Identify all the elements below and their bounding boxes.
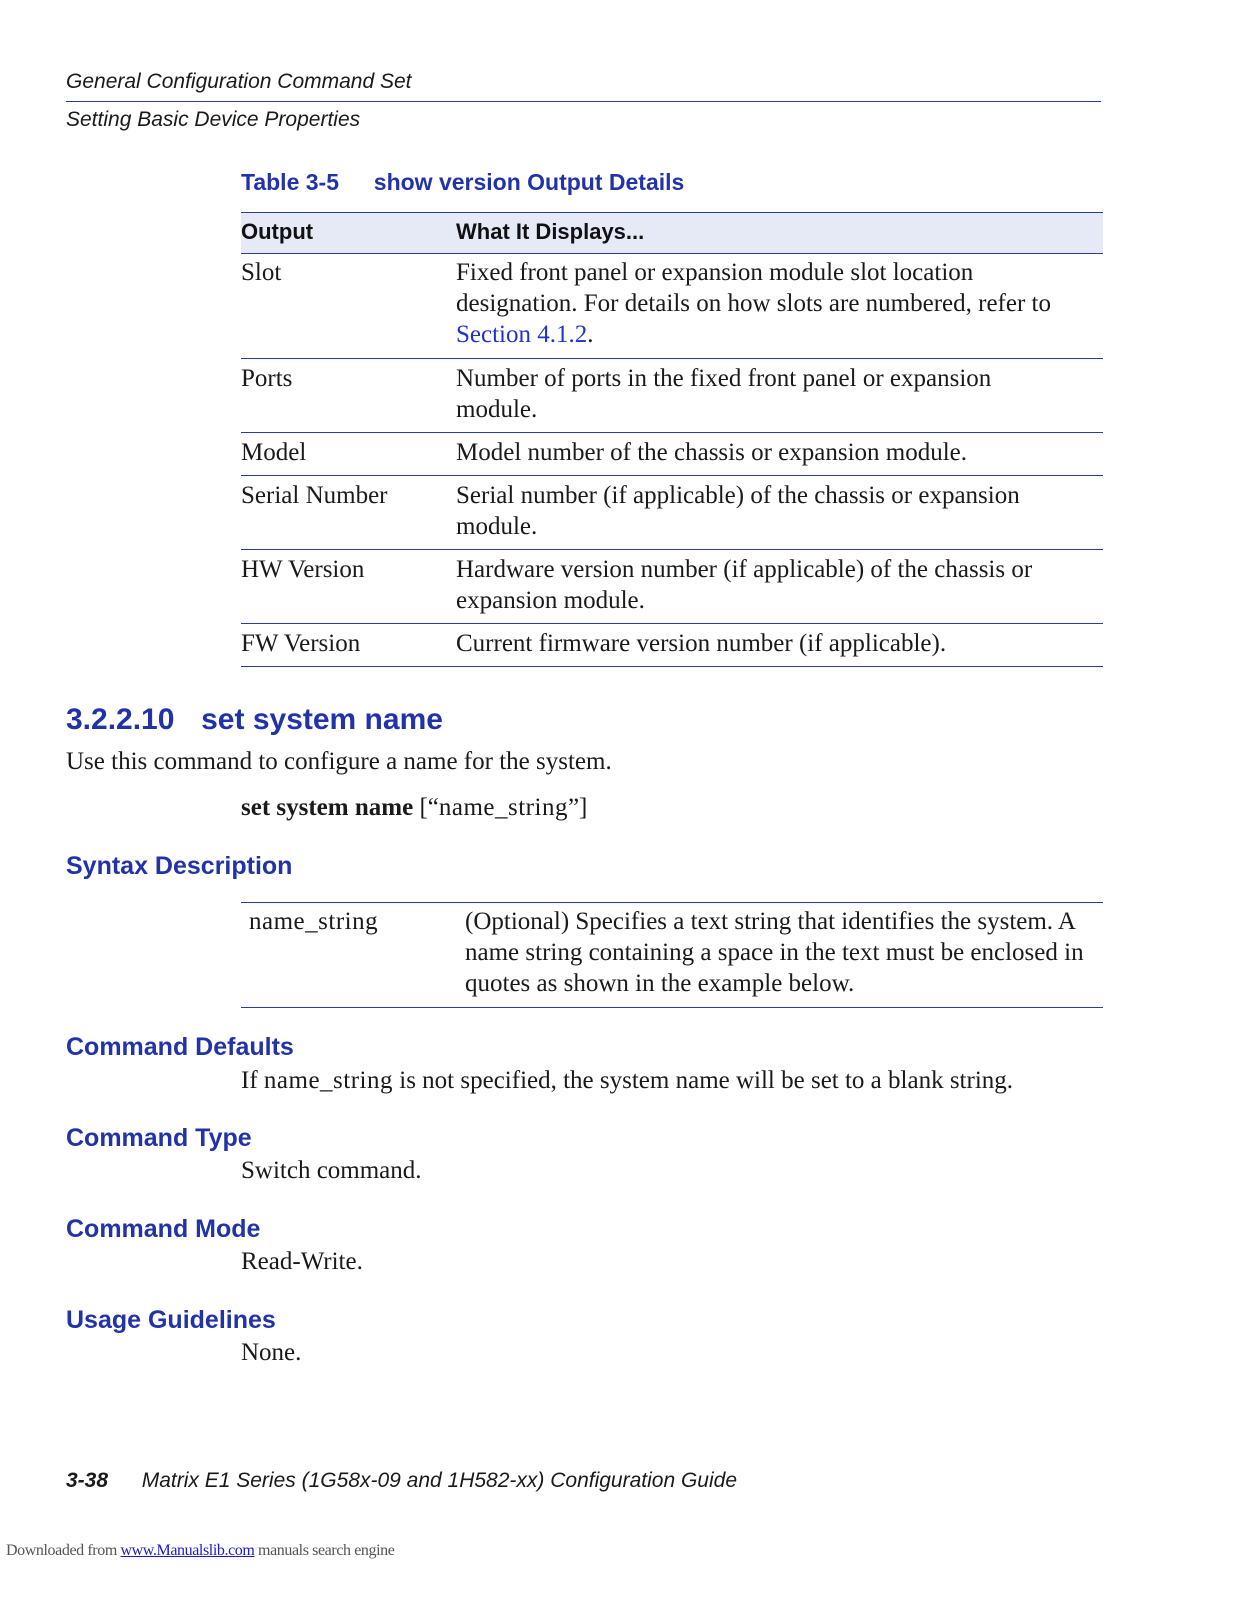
table-row-rule bbox=[241, 549, 1103, 550]
table-header-rule bbox=[241, 253, 1103, 254]
table-row-slot-output: Slot bbox=[241, 259, 282, 286]
table-row-rule bbox=[241, 432, 1103, 433]
manualslib-link[interactable]: www.Manualslib.com bbox=[120, 1542, 255, 1559]
command-mode-text: Read-Write. bbox=[241, 1248, 363, 1275]
header-rule bbox=[66, 101, 1101, 102]
section-link[interactable]: Section 4.1.2 bbox=[456, 321, 588, 348]
command-type-heading: Command Type bbox=[66, 1124, 252, 1152]
slot-desc-text: Fixed front panel or expansion module slot location designation. For details on how slots are numbered, refer to bbox=[456, 259, 1051, 317]
table-row-ports-output: Ports bbox=[241, 365, 293, 392]
syntax-table-bottom-rule bbox=[241, 1007, 1103, 1008]
table-row-model-output: Model bbox=[241, 439, 307, 466]
syntax-param-desc: (Optional) Specifies a text string that identifies the system. A name string containing a space in the text must be enclosed in quotes as shown in the example below. bbox=[465, 908, 1084, 997]
command-defaults-text bbox=[241, 1065, 1013, 1096]
syntax-arg: name_string bbox=[438, 794, 568, 821]
usage-guidelines-text: None. bbox=[241, 1339, 302, 1366]
watermark-pre: Downloaded from bbox=[6, 1542, 121, 1559]
table-row-serial-output: Serial Number bbox=[241, 482, 388, 509]
footer-title: Matrix E1 Series (1G58x-09 and 1H582-xx) Configuration Guide bbox=[141, 1469, 738, 1492]
syntax-param: name_string bbox=[249, 908, 379, 935]
syntax-open: [“ bbox=[413, 794, 439, 821]
table-caption-number: Table 3-5 bbox=[241, 169, 339, 195]
section-intro: Use this command to configure a name for the system. bbox=[66, 748, 612, 775]
table-row-model-desc: Model number of the chassis or expansion module. bbox=[456, 439, 968, 466]
page-footer bbox=[66, 1469, 737, 1493]
table-row-slot-desc bbox=[456, 257, 1096, 350]
download-watermark bbox=[6, 1542, 394, 1560]
syntax-close: ”] bbox=[567, 794, 588, 821]
page-number: 3-38 bbox=[66, 1469, 109, 1492]
table-bottom-rule bbox=[241, 666, 1103, 667]
running-header-section: Setting Basic Device Properties bbox=[66, 108, 361, 131]
syntax-command: set system name bbox=[241, 794, 414, 821]
table-row-rule bbox=[241, 475, 1103, 476]
table-col-output: Output bbox=[241, 219, 314, 244]
table-caption-title: show version Output Details bbox=[373, 169, 685, 195]
command-syntax bbox=[241, 792, 587, 823]
table-row-rule bbox=[241, 623, 1103, 624]
table-caption bbox=[241, 169, 684, 196]
defaults-arg: name_string bbox=[263, 1067, 393, 1094]
running-header-chapter: General Configuration Command Set bbox=[66, 70, 412, 93]
usage-guidelines-heading: Usage Guidelines bbox=[66, 1306, 276, 1334]
table-row-fw-desc: Current firmware version number (if applicable). bbox=[456, 630, 947, 657]
defaults-pre: If bbox=[241, 1067, 264, 1094]
table-row-ports-desc: Number of ports in the fixed front panel or expansion module. bbox=[456, 365, 992, 423]
syntax-table-top-rule bbox=[241, 902, 1103, 903]
defaults-post: is not specified, the system name will be set to a blank string. bbox=[393, 1067, 1014, 1094]
section-title: set system name bbox=[201, 703, 443, 736]
table-row-rule bbox=[241, 358, 1103, 359]
command-type-text: Switch command. bbox=[241, 1157, 422, 1184]
syntax-description-heading: Syntax Description bbox=[66, 852, 293, 880]
table-row-serial-desc: Serial number (if applicable) of the chassis or expansion module. bbox=[456, 482, 1020, 540]
table-row-fw-output: FW Version bbox=[241, 630, 361, 657]
table-col-displays: What It Displays... bbox=[456, 219, 645, 244]
table-row-hw-output: HW Version bbox=[241, 556, 365, 583]
slot-desc-period: . bbox=[587, 321, 594, 348]
section-heading bbox=[66, 703, 443, 737]
section-number: 3.2.2.10 bbox=[66, 703, 175, 736]
command-mode-heading: Command Mode bbox=[66, 1215, 261, 1243]
watermark-post: manuals search engine bbox=[254, 1542, 395, 1559]
command-defaults-heading: Command Defaults bbox=[66, 1033, 294, 1061]
table-row-hw-desc: Hardware version number (if applicable) of the chassis or expansion module. bbox=[456, 556, 1033, 614]
table-header-row bbox=[241, 213, 1103, 253]
